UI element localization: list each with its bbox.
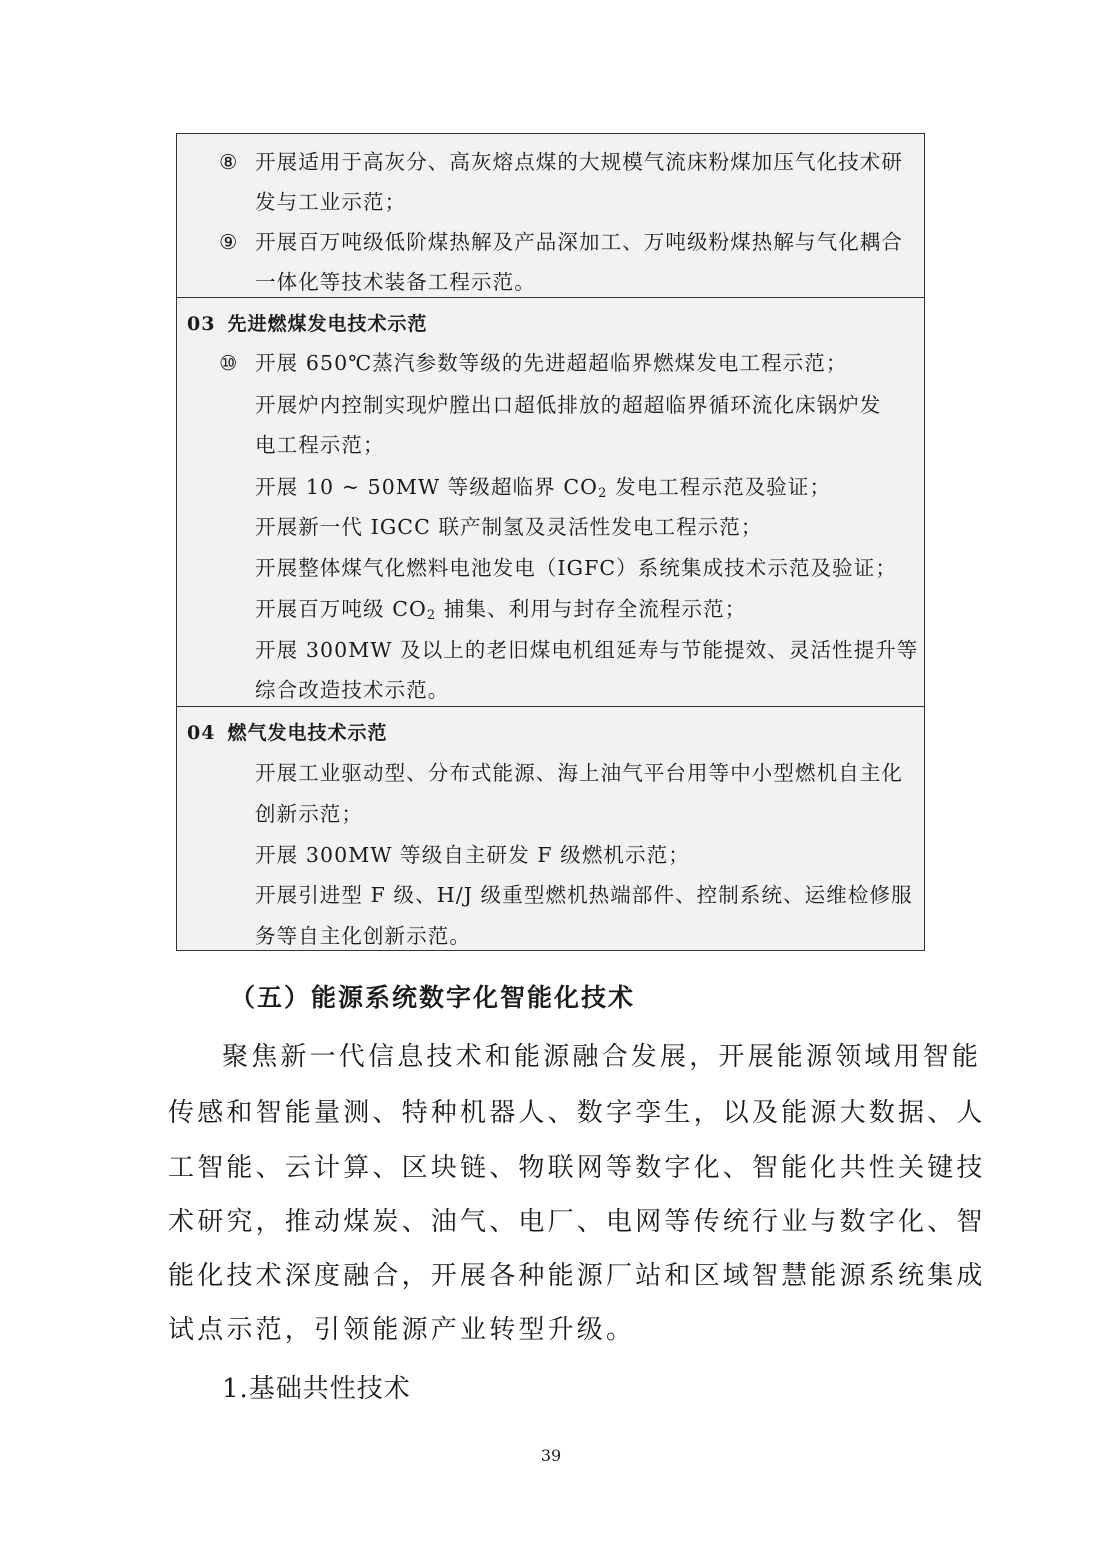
paragraph-line: 试点示范，引领能源产业转型升级。	[168, 1315, 636, 1345]
paragraph-line: 聚焦新一代信息技术和能源融合发展，开展能源领域用智能	[222, 1042, 982, 1072]
text-line: 开展引进型 F 级、H/J 级重型燃机热端部件、控制系统、运维检修服	[255, 883, 913, 907]
text-line: 开展新一代 IGCC 联产制氢及灵活性发电工程示范；	[255, 515, 763, 539]
section-heading: （五）能源系统数字化智能化技术	[230, 983, 636, 1012]
section-number: 04	[187, 722, 216, 744]
paragraph-line: 术研究，推动煤炭、油气、电厂、电网等传统行业与数字化、智	[168, 1207, 986, 1237]
text-line: 创新示范；	[255, 802, 363, 826]
text-line: 开展 300MW 及以上的老旧煤电机组延寿与节能提效、灵活性提升等	[255, 638, 919, 662]
item-number-10: ⑩	[219, 351, 238, 375]
text-line: 开展工业驱动型、分布式能源、海上油气平台用等中小型燃机自主化	[255, 761, 903, 785]
section-title-03	[187, 312, 427, 336]
paragraph-line: 能化技术深度融合，开展各种能源厂站和区域智慧能源系统集成	[168, 1261, 986, 1291]
text-line: 开展炉内控制实现炉膛出口超低排放的超超临界循环流化床锅炉发	[255, 393, 882, 417]
section-title-text: 燃气发电技术示范	[227, 722, 388, 744]
text-line: 综合改造技术示范。	[255, 678, 450, 702]
text-line-co2-power: 开展 10 ~ 50MW 等级超临界 $CO_2$ 发电工程示范及验证；	[255, 475, 832, 501]
text-line: 发与工业示范；	[255, 190, 407, 214]
section-title-text: 先进燃煤发电技术示范	[227, 313, 428, 335]
text-line: 电工程示范；	[255, 433, 385, 457]
section-number: 03	[187, 313, 216, 335]
paragraph-line: 工智能、云计算、区块链、物联网等数字化、智能化共性关键技	[168, 1153, 986, 1183]
paragraph-line: 传感和智能量测、特种机器人、数字孪生，以及能源大数据、人	[168, 1098, 986, 1128]
table-cell-box-3	[176, 706, 925, 951]
table-cell-box-1	[176, 133, 925, 298]
table-cell-box-2	[176, 297, 925, 707]
item-number-8: ⑧	[219, 150, 238, 174]
item-number-9: ⑨	[219, 230, 238, 254]
text-line: 开展整体煤气化燃料电池发电（IGFC）系统集成技术示范及验证；	[255, 556, 897, 580]
text-line: 务等自主化创新示范。	[255, 924, 471, 948]
text-line: 开展适用于高灰分、高灰熔点煤的大规模气流床粉煤加压气化技术研	[255, 150, 903, 174]
text-line: 开展百万吨级低阶煤热解及产品深加工、万吨级粉煤热解与气化耦合	[255, 230, 903, 254]
text-line: 开展 650℃蒸汽参数等级的先进超超临界燃煤发电工程示范；	[255, 351, 848, 375]
text-line: 一体化等技术装备工程示范。	[255, 270, 536, 294]
page-number: 39	[540, 1446, 562, 1465]
text-line-ccus: 开展百万吨级 $CO_2$ 捕集、利用与封存全流程示范；	[255, 597, 747, 623]
section-title-04	[187, 721, 387, 745]
subheading: 1.基础共性技术	[222, 1374, 411, 1404]
text-line: 开展 300MW 等级自主研发 F 级燃机示范；	[255, 843, 690, 867]
